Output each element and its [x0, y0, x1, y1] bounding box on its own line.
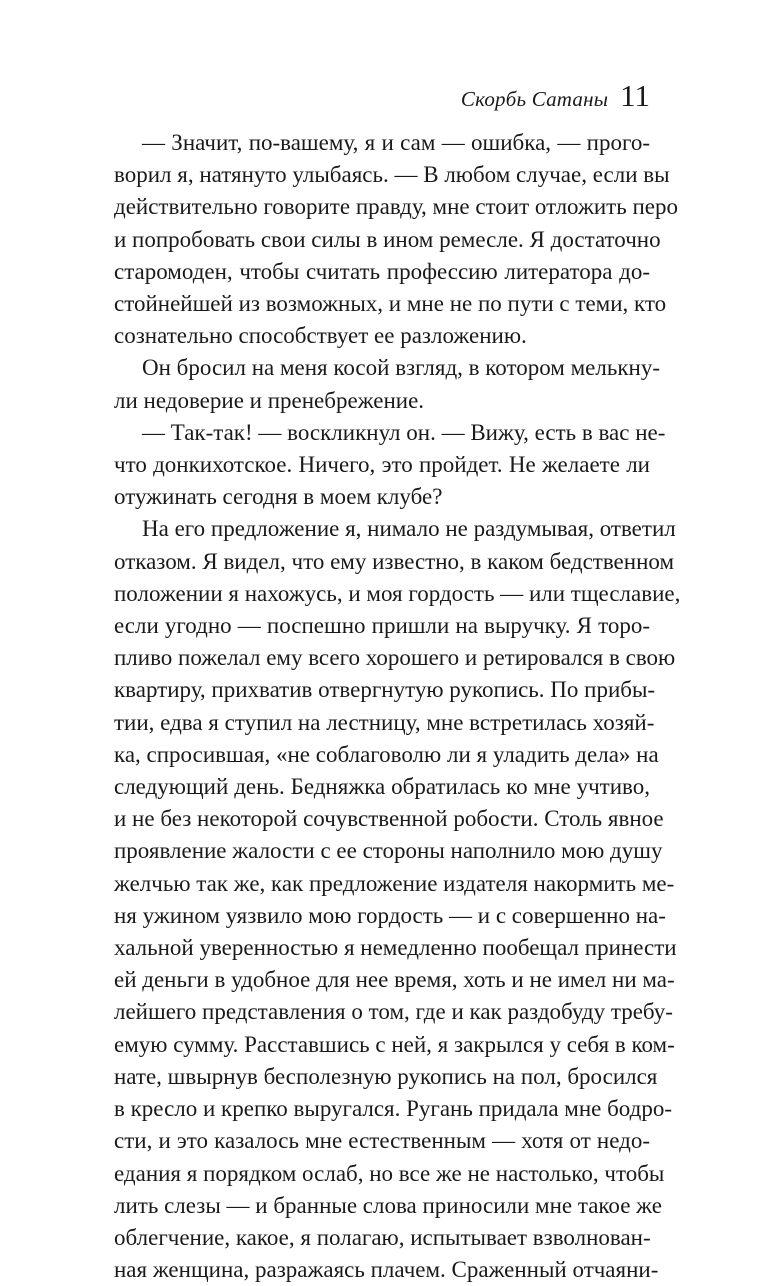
text-line: ная женщина, разражаясь плачем. Сраженный отчаяни- [114, 1257, 659, 1283]
text-line: отужинать сегодня в моем клубе? [114, 484, 443, 510]
text-line: хальной уверенностью я немедленно пообещал принести [114, 935, 677, 961]
paragraph [114, 417, 666, 514]
text-line: если угодно — поспешно пришли на выручку. Я торо- [114, 613, 650, 639]
text-line: лейшего представления о том, где и как раздобуду требу- [114, 999, 673, 1025]
text-line: ворил я, натянуто улыбаясь. — В любом случае, если вы [114, 162, 670, 188]
text-line: желчью так же, как предложение издателя накормить ме- [114, 870, 675, 896]
text-line: нате, швырнув бесполезную рукопись на пол, бросился [114, 1063, 658, 1089]
text-line: что донкихотское. Ничего, это пройдет. Не желаете ли [114, 452, 650, 478]
text-line: действительно говорите правду, мне стоит отложить перо [114, 194, 678, 220]
running-title: Скорбь Сатаны [460, 87, 609, 111]
text-line: Он бросил на меня косой взгляд, в котором мелькну- [142, 355, 660, 381]
text-line: следующий день. Бедняжка обратилась ко мне учтиво, [114, 774, 650, 800]
page-number: 11 [620, 78, 650, 113]
text-line: пливо пожелал ему всего хорошего и ретировался в свою [114, 645, 676, 671]
text-line: квартиру, прихватив отвергнутую рукопись. По прибы- [114, 677, 656, 703]
text-line: положении я нахожусь, и моя гордость — или тщеславие, [114, 580, 681, 606]
text-line: старомоден, чтобы считать профессию литератора до- [114, 258, 650, 284]
text-line: и не без некоторой сочувственной робости. Столь явное [114, 806, 664, 832]
text-line: сти, и это казалось мне естественным — хотя от недо- [114, 1128, 650, 1154]
paragraph [114, 513, 681, 1286]
text-line: На его предложение я, нимало не раздумывая, ответил [142, 516, 676, 542]
text-line: ня ужином уязвило мою гордость — и с совершенно на- [114, 902, 666, 928]
text-line: едания я порядком ослаб, но все же не настолько, чтобы [114, 1160, 665, 1186]
text-line: стойнейшей из возможных, и мне не по пути с теми, кто [114, 291, 667, 317]
text-line: — Так-так! — воскликнул он. — Вижу, есть в вас не- [142, 419, 666, 445]
text-line: и попробовать свои силы в ином ремесле. Я достаточно [114, 226, 661, 252]
text-line: — Значит, по-вашему, я и сам — ошибка, — прого- [142, 130, 650, 155]
text-line: ей деньги в удобное для нее время, хоть и не имел ни ма- [114, 967, 675, 993]
text-line: емую сумму. Расставшись с ней, я закрылся у себя в ком- [114, 1031, 675, 1057]
text-line: ли недоверие и пренебрежение. [114, 387, 425, 413]
text-line: в кресло и крепко выругался. Ругань придала мне бодро- [114, 1096, 672, 1122]
body-text [114, 127, 681, 1286]
text-line: ка, спросившая, «не соблаговолю ли я уладить дела» на [114, 741, 659, 767]
text-line: тии, едва я ступил на лестницу, мне встретилась хозяй- [114, 709, 655, 735]
running-header [461, 78, 650, 114]
text-line: лить слезы — и бранные слова приносили мне такое же [114, 1192, 662, 1218]
text-line: облегчение, какое, я полагаю, испытывает взволнован- [114, 1224, 651, 1250]
text-line: сознательно способствует ее разложению. [114, 323, 527, 349]
text-line: отказом. Я видел, что ему известно, в каком бедственном [114, 548, 674, 574]
paragraph [114, 127, 678, 352]
paragraph [114, 352, 660, 416]
text-line: проявление жалости с ее стороны наполнило мою душу [114, 838, 663, 864]
